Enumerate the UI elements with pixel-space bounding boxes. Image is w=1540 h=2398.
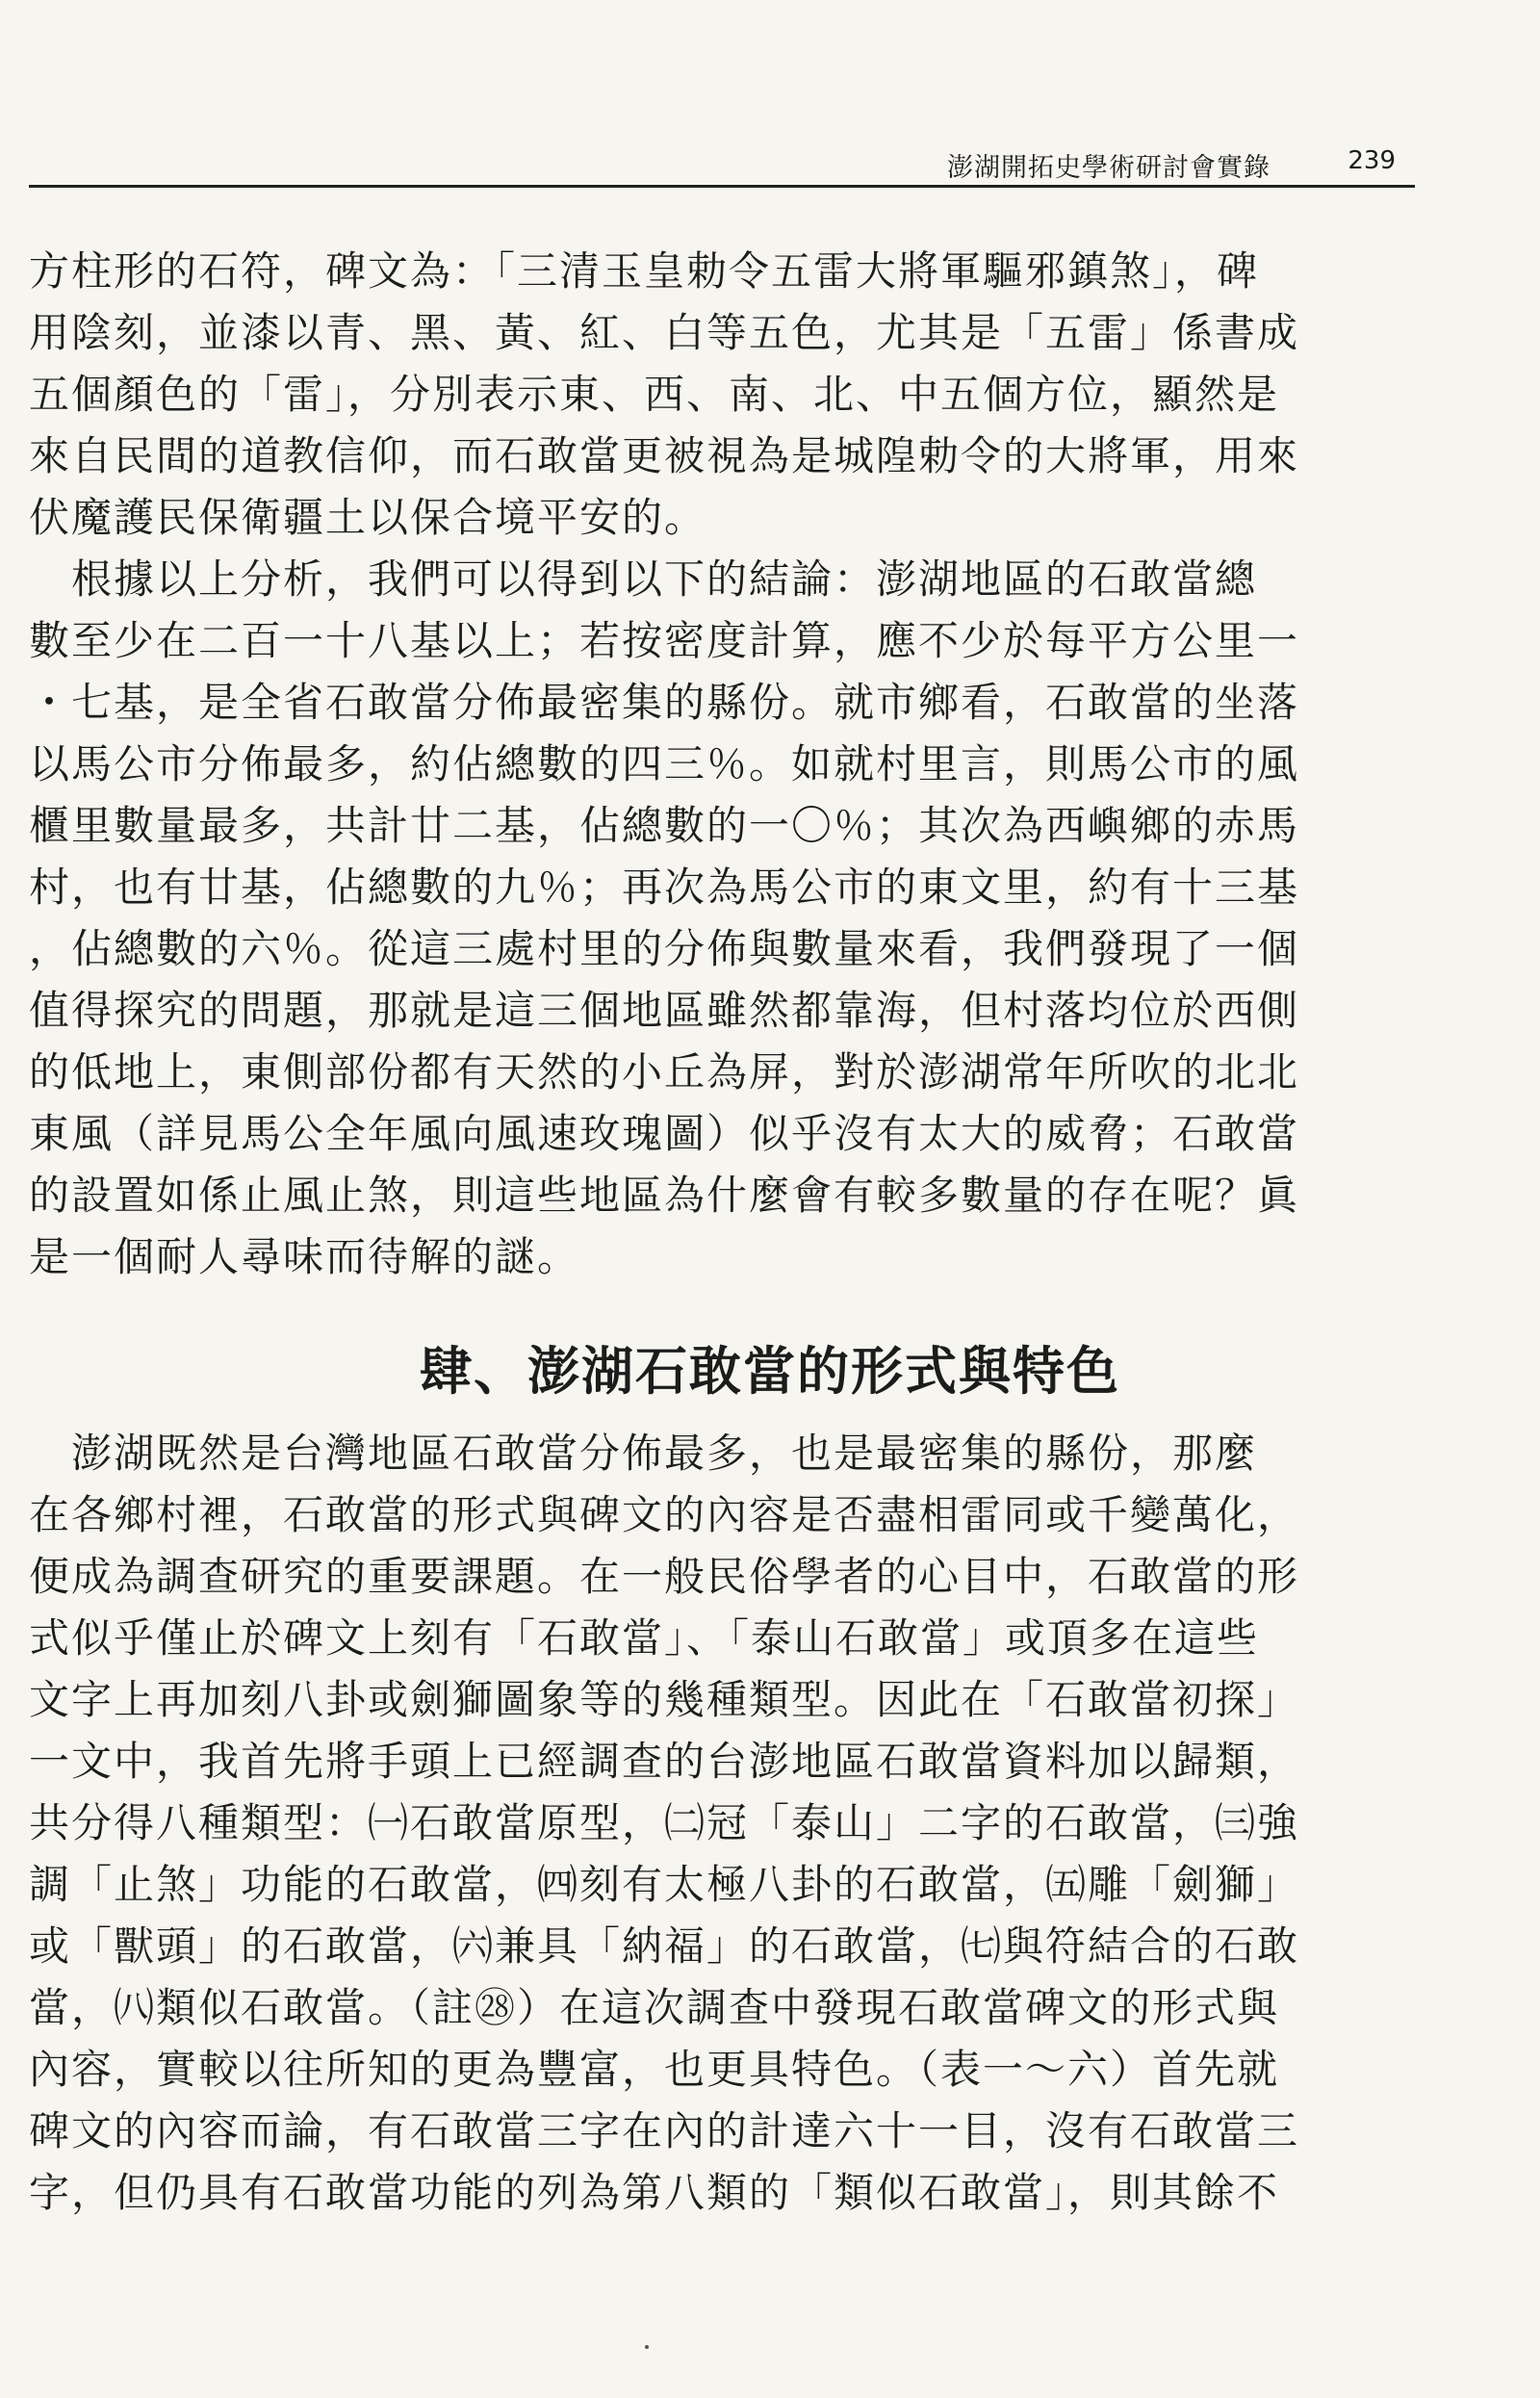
text-line: 是一個耐人尋味而待解的謎。 — [29, 1233, 580, 1280]
paragraph-3 — [29, 1423, 1415, 2224]
text-line: ，佔總數的六％。從這三處村里的分佈與數量來看，我們發現了一個 — [29, 925, 1300, 972]
text-line: 澎湖既然是台灣地區石敢當分佈最多，也是最密集的縣份，那麼 — [29, 1430, 1258, 1477]
running-title: 澎湖開拓史學術研討會實錄 — [947, 153, 1270, 183]
text-line: 的低地上，東側部份都有天然的小丘為屏，對於澎湖常年所吹的北北 — [29, 1048, 1300, 1096]
text-line: 文字上再加刻八卦或劍獅圖象等的幾種類型。因此在「石敢當初探」 — [29, 1676, 1300, 1723]
text-line: 方柱形的石符，碑文為：「三清玉皇勅令五雷大將軍驅邪鎮煞」，碑 — [29, 247, 1260, 295]
text-line: 根據以上分析，我們可以得到以下的結論：澎湖地區的石敢當總 — [29, 555, 1258, 603]
text-line: 值得探究的問題，那就是這三個地區雖然都靠海，但村落均位於西側 — [29, 987, 1300, 1034]
text-line: 櫃里數量最多，共計廿二基，佔總數的一〇％；其次為西嶼鄉的赤馬 — [29, 802, 1300, 849]
text-line: 來自民間的道教信仰，而石敢當更被視為是城隍勅令的大將軍，用來 — [29, 432, 1300, 479]
text-line: 共分得八種類型：㈠石敢當原型，㈡冠「泰山」二字的石敢當，㈢強 — [29, 1799, 1300, 1846]
text-line: 一文中，我首先將手頭上已經調查的台澎地區石敢當資料加以歸類， — [29, 1738, 1300, 1785]
text-line: 東風（詳見馬公全年風向風速玫瑰圖）似乎沒有太大的威脅；石敢當 — [29, 1110, 1300, 1157]
text-line: 式似乎僅止於碑文上刻有「石敢當」、「泰山石敢當」或頂多在這些 — [29, 1614, 1260, 1662]
text-line: 在各鄉村裡，石敢當的形式與碑文的內容是否盡相雷同或千變萬化， — [29, 1491, 1300, 1538]
text-line: 調「止煞」功能的石敢當，㈣刻有太極八卦的石敢當，㈤雕「劍獅」 — [29, 1861, 1300, 1908]
text-line: 伏魔護民保衛疆土以保合境平安的。 — [29, 494, 707, 541]
text-line: 村，也有廿基，佔總數的九％；再次為馬公市的東文里，約有十三基 — [29, 864, 1300, 911]
paragraph-1 — [29, 241, 1415, 549]
text-line: 數至少在二百一十八基以上；若按密度計算，應不少於每平方公里一 — [29, 617, 1300, 664]
text-line: 用陰刻，並漆以青、黑、黃、紅、白等五色，尤其是「五雷」係書成 — [29, 309, 1300, 356]
text-line: 內容，實較以往所知的更為豐富，也更具特色。（表一～六）首先就 — [29, 2046, 1280, 2093]
text-line: 碑文的內容而論，有石敢當三字在內的計達六十一目，沒有石敢當三 — [29, 2107, 1300, 2154]
text-line: ・七基，是全省石敢當分佈最密集的縣份。就市鄉看，石敢當的坐落 — [29, 679, 1300, 726]
text-line: 便成為調查研究的重要課題。在一般民俗學者的心目中，石敢當的形 — [29, 1553, 1300, 1600]
scan-speck — [645, 2345, 649, 2349]
page-number: 239 — [1348, 146, 1396, 175]
text-line: 當，㈧類似石敢當。（註㉘）在這次調查中發現石敢當碑文的形式與 — [29, 1984, 1280, 2031]
text-line: 以馬公市分佈最多，約佔總數的四三％。如就村里言，則馬公市的風 — [29, 740, 1300, 787]
section-heading: 肆、澎湖石敢當的形式與特色 — [420, 1341, 1120, 1402]
paragraph-2 — [29, 549, 1415, 1288]
text-line: 的設置如係止風止煞，則這些地區為什麼會有較多數量的存在呢？眞 — [29, 1172, 1300, 1219]
text-line: 五個顏色的「雷」，分別表示東、西、南、北、中五個方位，顯然是 — [29, 371, 1280, 418]
text-line: 或「獸頭」的石敢當，㈥兼具「納福」的石敢當，㈦與符結合的石敢 — [29, 1922, 1300, 1970]
text-line: 字，但仍具有石敢當功能的列為第八類的「類似石敢當」，則其餘不 — [29, 2169, 1280, 2216]
running-header — [29, 142, 1415, 188]
